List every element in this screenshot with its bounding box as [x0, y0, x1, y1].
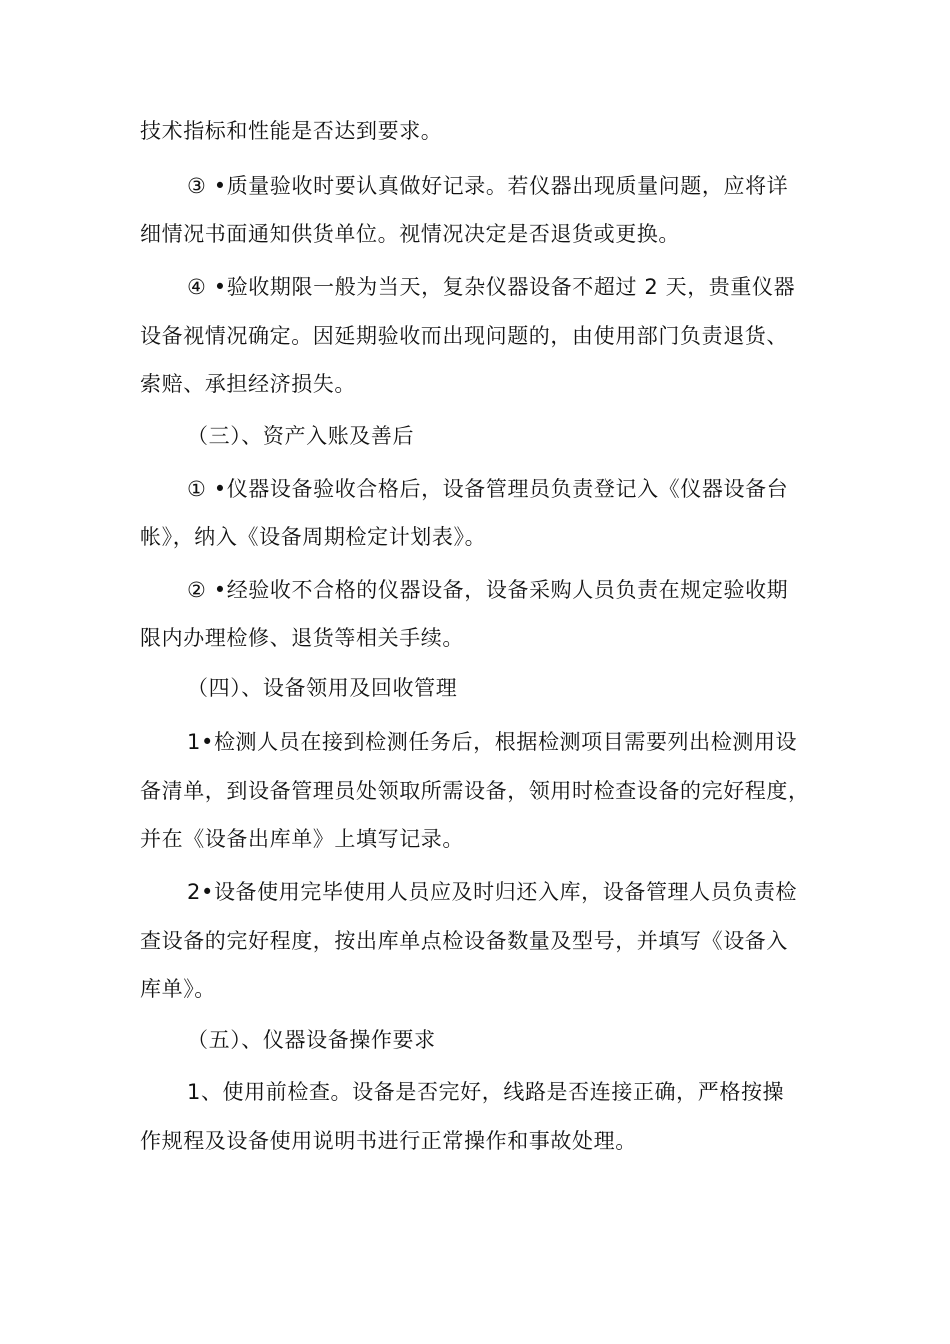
- text-line: 备清单，到设备管理员处领取所需设备，领用时检查设备的完好程度，: [140, 779, 810, 803]
- text-line: ② •经验收不合格的仪器设备，设备采购人员负责在规定验收期: [187, 578, 789, 602]
- text-line: 帐》，纳入《设备周期检定计划表》。: [140, 525, 487, 549]
- text-line: 查设备的完好程度，按出库单点检设备数量及型号，并填写《设备入: [140, 929, 788, 953]
- text-line: 设备视情况确定。因延期验收而出现问题的，由使用部门负责退货、: [140, 324, 788, 348]
- text-line: 1•检测人员在接到检测任务后，根据检测项目需要列出检测用设: [187, 730, 798, 754]
- text-line: 索赔、承担经济损失。: [140, 372, 356, 396]
- text-line: 库单》。: [140, 977, 216, 1001]
- text-line: 并在《设备出库单》上填写记录。: [140, 827, 464, 851]
- text-line: ④ •验收期限一般为当天，复杂仪器设备不超过 2 天，贵重仪器: [187, 275, 796, 299]
- section-heading: （四）、设备领用及回收管理: [187, 676, 458, 700]
- text-line: 1、使用前检查。设备是否完好，线路是否连接正确，严格按操: [187, 1080, 785, 1104]
- section-heading: （五）、仪器设备操作要求: [187, 1028, 436, 1052]
- text-line: ① •仪器设备验收合格后，设备管理员负责登记入《仪器设备台: [187, 477, 789, 501]
- text-line: ③ •质量验收时要认真做好记录。若仪器出现质量问题，应将详: [187, 174, 789, 198]
- text-line: 2•设备使用完毕使用人员应及时归还入库，设备管理人员负责检: [187, 880, 798, 904]
- text-line: 作规程及设备使用说明书进行正常操作和事故处理。: [140, 1129, 637, 1153]
- text-line: 细情况书面通知供货单位。视情况决定是否退货或更换。: [140, 222, 680, 246]
- section-heading: （三）、资产入账及善后: [187, 424, 415, 448]
- text-line: 技术指标和性能是否达到要求。: [140, 119, 443, 143]
- text-line: 限内办理检修、退货等相关手续。: [140, 626, 464, 650]
